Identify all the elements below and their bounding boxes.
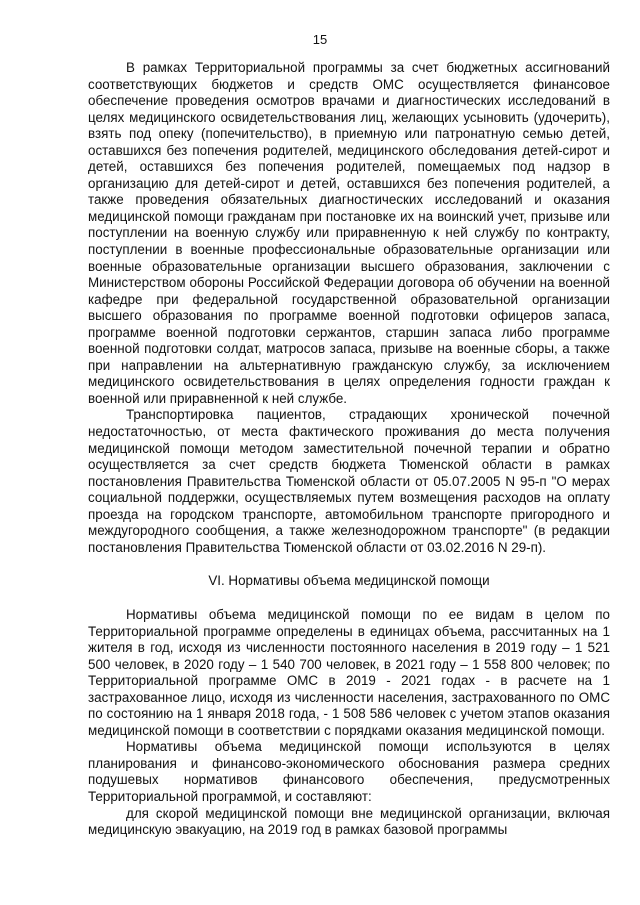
paragraph-volume-standards: Нормативы объема медицинской помощи по ее видам в целом по Территориальной программе определены в единицах объема, рассчитанных на 1 жителя в год, исходя из численности постоянного населения в 2019 году – 1 521 500 человек, в 2020 году – 1 540 700 человек, в 2021 году – 1 558 800 человек; по Территориальной программе ОМС в 2019 - 2021 годах - в расчете на 1 застрахованное лицо, исходя из численности населения, застрахованного по ОМС по состоянию на 1 января 2018 года, - 1 508 586 человек с учетом этапов оказания медицинской помощи в соответствии с порядками оказания медицинской помощи. [88, 606, 610, 738]
paragraph-territorial-program-funding: В рамках Территориальной программы за счет бюджетных ассигнований соответствующих бюджетов и средств ОМС осуществляется финансовое обеспечение проведения осмотров врачами и диагностических исследований в целях медицинского освидетельствования лиц, желающих усыновить (удочерить), взять под опеку (попечительство), в приемную или патронатную семью детей, оставшихся без попечения родителей, медицинского обследования детей-сирот и детей, оставшихся без попечения родителей, помещаемых под надзор в организацию для детей-сирот и детей, оставшихся без попечения родителей, а также проведения обязательных диагностических исследований и оказания медицинской помощи гражданам при постановке их на воинский учет, призыве или поступлении на военную службу или приравненную к ней службу по контракту, поступлении в военные профессиональные образовательные организации или военные образовательные организации высшего образования, заключении с Министерством обороны Российской Федерации договора об обучении на военной кафедре при федеральной государственной образовательной организации высшего образования по программе военной подготовки офицеров запаса, программе военной подготовки сержантов, старшин запаса либо программе военной подготовки солдат, матросов запаса, призыве на военные сборы, а также при направлении на альтернативную гражданскую службу, за исключением медицинского освидетельствования в целях определения годности граждан к военной или приравненной к ней службе. [88, 60, 610, 406]
paragraph-standards-usage: Нормативы объема медицинской помощи используются в целях планирования и финансово-экономического обоснования размера средних подушевых нормативов финансового обеспечения, предусмотренных Территориальной программой, и составляют: [88, 739, 610, 804]
section-heading: VI. Нормативы объема медицинской помощи [208, 573, 490, 589]
document-body [88, 60, 610, 839]
paragraph-emergency-care: для скорой медицинской помощи вне медицинской организации, включая медицинскую эвакуацию, на 2019 год в рамках базовой программы [88, 805, 610, 838]
page-number: 15 [312, 32, 328, 47]
paragraph-dialysis-transport: Транспортировка пациентов, страдающих хронической почечной недостаточностью, от места фактического проживания до места получения медицинской помощи методом заместительной почечной терапии и обратно осуществляется за счет средств бюджета Тюменской области в рамках постановления Правительства Тюменской области от 05.07.2005 N 95-п "О мерах социальной поддержки, осуществляемых путем возмещения расходов на оплату проезда на городском транспорте, автомобильном транспорте пригородного и междугородного сообщения, а также железнодорожном транспорте" (в редакции постановления Правительства Тюменской области от 03.02.2016 N 29-п). [88, 407, 610, 555]
